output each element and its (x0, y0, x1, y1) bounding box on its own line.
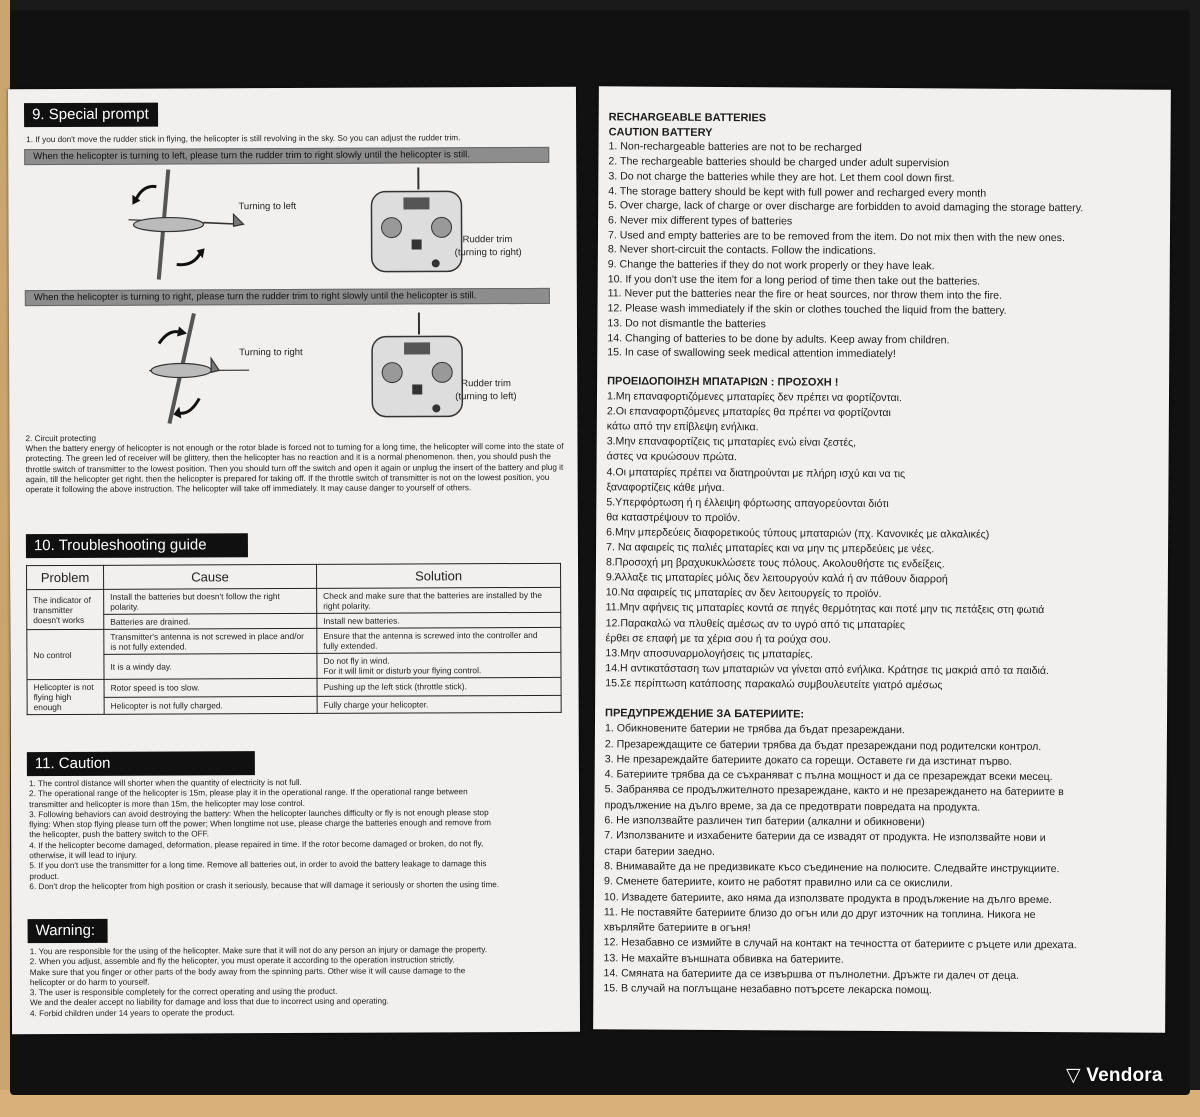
list-item: κάτω από την επίβλεψη ενήλικα. (606, 420, 759, 434)
rudder-trim-direction: (turning to left) (455, 391, 517, 403)
list-item: 4.Οι μπαταρίες πρέπει να διατηρούνται με πλήρη ισχύ και να τις (606, 465, 906, 480)
warning-list (30, 945, 575, 1019)
list-item: 1. Обикновените батерии не трябва да бъдат презареждани. (604, 722, 905, 737)
list-item: the helicopter, push the battery switch to the OFF. (29, 829, 209, 840)
greek-battery-section (605, 374, 1157, 694)
solution-cell: Fully charge your helicopter. (317, 695, 561, 714)
list-item: 2. Презареждащите се батерии трябва да бъдат презареждани под родителски контрол. (604, 737, 1042, 753)
rotation-arrow-icon (136, 186, 156, 198)
list-item: product. (29, 871, 59, 881)
solution-cell: Check and make sure that the batteries are installed by the right polarity. (317, 587, 561, 613)
list-item: 3.Μην επαναφορτίζεις τις μπαταρίες ενώ είναι ζεστές, (606, 435, 857, 450)
list-item: 5.Υπερφόρτωση ή η έλλειψη φόρτωσης απαγορεύονται διότι (606, 496, 889, 510)
list-item: 11. Не поставяйте батериите близо до огън или до друг източник на топлина. Никога не (603, 906, 1036, 921)
special-intro: 1. If you don't move the rudder stick in flying, the helicopter is still revolving in the sky. So you can adjust the rudder trim. (26, 133, 461, 145)
list-item: 11.Μην αφήνεις τις μπαταρίες κοντά σε πηγές θερμότητας και ποτέ μην τις πετάξεις στη φωτιά (605, 601, 1045, 617)
list-item: 13. Do not dismantle the batteries (607, 317, 766, 331)
list-item: ξαναφορτίζεις κάθε μήνα. (606, 480, 725, 494)
solution-line: Do not fly in wind. (323, 655, 390, 666)
list-item: θα καταστρέψουν το προϊόν. (606, 511, 741, 524)
helicopter-icon (149, 313, 249, 423)
list-item: 8. Never short-circuit the contacts. Follow the indications. (607, 243, 876, 258)
list-item: 1. You are responsible for the using of the helicopter. Make sure that it will not do any person an injury or damage the property. (29, 945, 487, 957)
list-item: 15.Σε περίπτωση κατάποσης παρακαλώ συμβουλευτείτε γιατρό αμέσως (605, 677, 943, 692)
col-cause: Cause (104, 564, 317, 589)
list-item: 8. Внимавайте да не предизвикате късо съединение на полюсите. Следвайте инструкциите. (604, 860, 1060, 876)
english-battery-section (607, 110, 1159, 363)
transmitter-illustration (364, 312, 464, 422)
caution-list (29, 777, 574, 893)
list-item: 11. Never put the batteries near the fire or heat sources, nor throw them into the fire. (607, 287, 1002, 303)
list-item: 9.Άλλαξε τις μπαταρίες μόλις δεν λειτουργούν καλά ή αν πάθουν διαρροή (605, 571, 948, 586)
cause-cell: Batteries are drained. (104, 613, 317, 629)
list-item: 14. Changing of batteries to be done by adults. Keep away from children. (607, 331, 950, 346)
list-item: transmitter and helicopter is more than 15m, the helicopter may lose control. (29, 798, 305, 809)
rudder-trim-label: Rudder trim (462, 234, 513, 246)
circuit-body: When the battery energy of helicopter is not enough or the rotor blade is forced not to turning for a long time, the helicopter will come into the state of protecting. The green led of receiver will be glittery, then the helicopter has no reaction and it is a normal phenomenon. then, you should push the throttle switch of transmitter to the lowest position. Then you should turn off the switch and open it again or unplug the insert of the battery and plug it again, till the helicopter get right. then the helicopter is prepared for taking off. If the throttle switch of transmitter is not on the lowest position, you operate it following the above instruction. The helicopter will take off immediately. It may cause danger to yourself of others. (25, 441, 564, 495)
list-item: 13.Μην αποσυναρμολογήσεις τις μπαταρίες. (605, 646, 814, 661)
rotation-arrow-icon (177, 252, 201, 264)
vendora-watermark (1066, 1064, 1163, 1087)
problem-cell: Helicopter is not flying high enough (27, 679, 104, 714)
list-item: 10.Να αφαιρείς τις μπαταρίες αν δεν λειτουργείς το προϊόν. (605, 586, 882, 601)
transmitter-icon (371, 167, 461, 271)
bulgarian-battery-section (603, 706, 1155, 1000)
list-item: 7. Използваните и изхабените батерии да се извадят от продукта. Не използвайте нови и (604, 829, 1046, 845)
section-title: RECHARGEABLE BATTERIES (608, 111, 767, 125)
list-item: 15. В случай на поглъщане незабавно потърсете лекарска помощ. (603, 982, 932, 997)
transmitter-icon (372, 312, 462, 416)
section-title: ΠΡΟΕΙΔΟΠΟΙΗΣΗ ΜΠΑΤΑΡΙΩΝ : ΠΡΟΣΟΧΗ ! (607, 375, 839, 389)
bar-turning-right: When the helicopter is turning to right, please turn the rudder trim to right slowly until the helicopter is still. (25, 288, 550, 306)
list-item: otherwise, it will lead to injury. (29, 850, 138, 861)
troubleshooting-title: 10. Troubleshooting guide (26, 533, 248, 558)
list-item: 7. Να αφαιρείς τις παλιές μπαταρίες και να μην τις μπερδεύεις με νέες. (606, 541, 935, 556)
left-sheet (8, 87, 580, 1034)
list-item: хвърляйте батериите в огъня! (603, 921, 751, 935)
cause-cell: Install the batteries but doesn't follow the right polarity. (104, 588, 317, 614)
list-item: 1. The control distance will shorter when the quantity of electricity is not full. (28, 777, 302, 789)
label-turning-right: Turning to right (239, 346, 303, 359)
list-item: 10. If you don't use the item for a long period of time then take out the batteries. (607, 273, 981, 288)
troubleshooting-table (26, 563, 562, 715)
helicopter-turning-left-illustration (98, 164, 259, 285)
list-item: 5. If you don't use the transmitter for a long time. Remove all batteries out, in order to avoid the battery leakage to damage this (29, 859, 487, 871)
list-item: 8.Προσοχή μη βραχυκυκλώσετε τους πόλους. Ακολουθήστε τις ενδείξεις. (605, 556, 945, 571)
solution-line: For it will limit or disturb your flying control. (323, 665, 482, 676)
section-title: ПРЕДУПРЕЖДЕНИЕ ЗА БАТЕРИИТЕ: (605, 707, 805, 721)
list-item: 3. Following behaviors can avoid destroying the battery: When the helicopter launches difficulty or fly is not enough please stop (29, 808, 489, 820)
list-item: 4. The storage battery should be kept with full power and recharged every month (608, 184, 987, 200)
list-item: 7. Used and empty batteries are to be removed from the item. Do not mix then with the new ones. (607, 228, 1065, 244)
list-item: 13. Не махайте външната обвивка на батериите. (603, 952, 844, 966)
list-item: 6. Don't drop the helicopter from high position or crash it seriously, because that will damage it seriously or shorten the using time. (29, 880, 500, 892)
table-row (27, 652, 561, 679)
solution-cell: Pushing up the left stick (throttle stick). (317, 677, 561, 696)
list-item: 4. Батериите трябва да се съхраняват с пълна мощност и да се презареждат всеки месец. (604, 768, 1053, 784)
list-item: flying: When stop flying please turn off the power; When longtime not use, please charge the batteries enough and remove from (29, 818, 491, 830)
list-item: стари батерии заедно. (604, 844, 715, 858)
helicopter-turning-right-illustration (119, 308, 260, 429)
cause-cell: Rotor speed is too slow. (104, 678, 317, 696)
solution-cell: Ensure that the antenna is screwed into the controller and fully extended. (317, 627, 561, 653)
table-row (27, 587, 561, 614)
list-item: 9. Change the batteries if they do not work properly or they have leak. (607, 258, 935, 273)
list-item: 2. The operational range of the helicopter is 15m, please play it in the operational range. If the operational range between (28, 787, 468, 799)
problem-cell: The indicator of transmitter doesn't works (27, 589, 104, 629)
transmitter-illustration (363, 167, 463, 277)
list-item: έρθει σε επαφή με τα χέρια σου ή τα ρούχα σου. (605, 631, 832, 646)
solution-cell: Install new batteries. (317, 612, 561, 628)
section-subtitle: CAUTION BATTERY (608, 126, 713, 139)
list-item: άστες να κρυώσουν πρώτα. (606, 450, 738, 464)
table-row (27, 695, 561, 715)
special-prompt-title: 9. Special prompt (24, 103, 158, 128)
rudder-trim-direction: (turning to right) (454, 247, 522, 259)
caution-title: 11. Caution (27, 751, 255, 776)
warning-title: Warning: (28, 919, 108, 943)
rotation-arrow-icon (177, 398, 199, 413)
watermark-text: Vendora (1086, 1065, 1163, 1086)
list-item: 3. Do not charge the batteries while they are hot. Let them cool down first. (608, 170, 955, 185)
problem-cell: No control (27, 629, 104, 679)
list-item: 4. Forbid children under 14 years to operate the product. (29, 1008, 235, 1018)
col-problem: Problem (27, 565, 104, 589)
list-item: 3. Не презареждайте батериите докато са горещи. Оставете ги да изстинат първо. (604, 753, 1013, 768)
cause-cell: It is a windy day. (104, 653, 317, 679)
vendora-logo-icon: ▽ (1066, 1065, 1081, 1086)
list-item: 12.Παρακαλώ να πλυθείς αμέσως αν το υγρό από τις μπαταρίες (605, 616, 906, 631)
list-item: 1.Μη επαναφορτιζόμενες μπαταρίες δεν πρέπει να φορτίζονται. (606, 390, 902, 405)
list-item: 6. Never mix different types of batteries (608, 214, 793, 228)
circuit-title: 2. Circuit protecting (25, 433, 97, 444)
list-item: Make sure that you finger or other parts of the body away from the spinning parts. Other wise it will cause damage to the (29, 965, 466, 977)
cause-cell: Transmitter's antenna is not screwed in place and/or is not fully extended. (104, 628, 317, 654)
list-item: 6. Не използвайте различен тип батерии (алкални и обикновени) (604, 814, 925, 829)
cause-cell: Helicopter is not fully charged. (104, 696, 317, 714)
list-item: 9. Сменете батериите, които не работят правилно или са се окислили. (603, 875, 953, 890)
table-row (27, 627, 561, 654)
list-item: We and the dealer accept no liability for damage and loss that due to incorrect using and operating. (29, 997, 389, 1008)
list-item: 2. The rechargeable batteries should be charged under adult supervision (608, 155, 950, 170)
list-item: 12. Незабавно се измийте в случай на контакт на течността от батериите с ръцете или дрехата. (603, 936, 1077, 952)
list-item: 5. Забранява се продължителното презареждане, както и не презареждането на батериите в (604, 783, 1064, 799)
list-item: 2.Οι επαναφορτιζόμενες μπαταρίες θα πρέπει να φορτίζονται (606, 405, 891, 420)
list-item: 2. When you adjust, assemble and fly the helicopter, you must operate it according to the operation instruction strictly. (29, 955, 455, 967)
list-item: 14. Смяната на батериите да се извършва от пълнолетни. Дръжте ги далеч от деца. (603, 967, 1020, 982)
list-item: 15. In case of swallowing seek medical attention immediately! (607, 346, 896, 361)
solution-cell (317, 652, 561, 678)
list-item: 6.Μην μπερδεύεις διαφορετικούς τύπους μπαταριών (πχ. Κανονικές με αλκαλικές) (606, 526, 990, 541)
col-solution: Solution (317, 563, 561, 588)
label-turning-left: Turning to left (238, 200, 297, 213)
list-item: 4. If the helicopter become damaged, deformation, please repaired in time. If the rotor become damaged or broken, do not fly, (29, 838, 484, 850)
bar-turning-left: When the helicopter is turning to left, please turn the rudder trim to right slowly until the helicopter is still. (24, 147, 549, 165)
list-item: 5. Over charge, lack of charge or over discharge are forbidden to avoid damaging the storage battery. (608, 199, 1084, 215)
table-header-row (27, 563, 561, 589)
list-item: 3. The user is responsible completely for the correct operating and using the product. (29, 987, 338, 998)
list-item: 12. Please wash immediately if the skin or clothes touched the liquid from the battery. (607, 302, 1007, 317)
right-sheet (593, 86, 1171, 1032)
list-item: helicopter or do harm to yourself. (29, 977, 150, 988)
list-item: продължение на дълго време, за да се предотврати повредата на продукта. (604, 799, 981, 814)
rudder-trim-label: Rudder trim (461, 378, 511, 390)
list-item: 14.Η αντικατάσταση των μπαταριών να γίνεται από ενήλικα. Κράτησε τις μακριά από τα παιδιά. (605, 662, 1050, 677)
list-item: 10. Извадете батериите, ако няма да използвате продукта в продължение на дълго време. (603, 890, 1053, 906)
list-item: 1. Non-rechargeable batteries are not to be recharged (608, 140, 862, 155)
